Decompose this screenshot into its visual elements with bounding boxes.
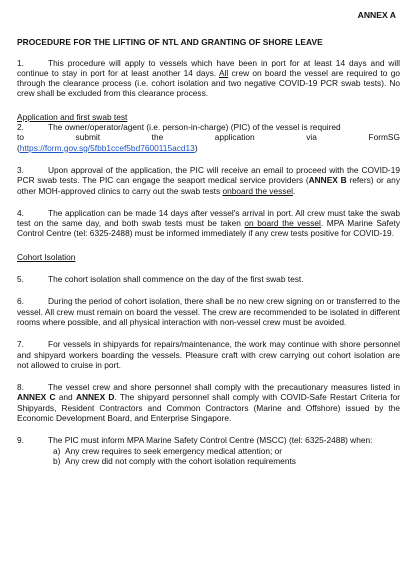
paragraph-number: 4. (17, 207, 24, 218)
annex-d-ref: ANNEX D (75, 392, 115, 403)
paragraph-7: 7. For vessels in shipyards for repairs/maintenance, the work may continue with shore personnel and shipyard workers boarding the vessels. Pleasure craft with crew carrying out cohort isolation are not allowed to cruise in port. (17, 339, 400, 370)
paragraph-number: 6. (17, 296, 24, 307)
paragraph-9: 9. The PIC must inform MPA Marine Safety Control Centre (MSCC) (tel: 6325-2488) when: (17, 435, 373, 446)
section-heading-application: Application and first swab test (17, 111, 128, 122)
paragraph-4: 4. The application can be made 14 days after vessel's arrival in port. All crew must take the swab test on the same day, and both swab tests must be taken on board the vessel. MPA Marine Safety Control Centre (tel: 6325-2488) must be informed immediately if any crew tests positive for COVID-19. (17, 207, 401, 239)
underlined-all: All (218, 67, 229, 78)
paragraph-1: 1. This procedure will apply to vessels which have been in port for at least 14 days and will continue to stay in port for at least another 14 days. All crew on board the vessel are required to go through the clearance process (i.e. cohort isolation and two negative COVID-19 PCR swab tests). No crew shall be excluded from this clearance process. (17, 57, 400, 99)
paragraph-6: 6. During the period of cohort isolation, there shall be no new crew signing on or transferred to the vessel. All crew must remain on board the vessel. The crew are recommended to be isolated in different rooms where possible, and all physical interaction with non-vessel crew must be avoided. (17, 296, 400, 327)
annex-b-ref: ANNEX B (308, 175, 347, 186)
list-item-label: a) (53, 445, 61, 456)
paragraph-number: 5. (17, 274, 24, 285)
paragraph-number: 2. (17, 122, 24, 133)
annex-c-ref: ANNEX C (17, 392, 56, 403)
paragraph-number: 3. (17, 164, 24, 175)
underlined-onboard: onboard the vessel (222, 185, 293, 196)
paragraph-number: 1. (17, 57, 24, 68)
section-heading-cohort: Cohort Isolation (17, 251, 76, 262)
list-item (53, 446, 400, 456)
formsg-link-line: (https://form.gov.sg/5fbb1ccef5bd7600115acd13) (17, 142, 198, 153)
paragraph-number: 7. (17, 339, 24, 350)
paragraph-2: 2. The owner/operator/agent (i.e. person-in-charge) (PIC) of the vessel is required (17, 122, 341, 133)
paragraph-5: 5. The cohort isolation shall commence on the day of the first swab test. (17, 274, 304, 285)
list-item-text: Any crew did not comply with the cohort isolation requirements (65, 455, 296, 466)
underlined-on-board: on board the vessel (244, 218, 321, 229)
document-title: PROCEDURE FOR THE LIFTING OF NTL AND GRANTING OF SHORE LEAVE (17, 37, 323, 48)
list-item-text: Any crew requires to seek emergency medical attention; or (65, 445, 283, 456)
annex-label: ANNEX A (357, 10, 396, 20)
paragraph-2-justified-line: to submit the application via FormSG (17, 132, 400, 143)
paragraph-number: 9. (17, 435, 24, 446)
paragraph-8: 8. The vessel crew and shore personnel shall comply with the precautionary measures listed in ANNEX C and ANNEX D. The shipyard personnel shall comply with COVID-Safe Restart Criteria for Shipyards, Resident Contractors and Common Contractors (Marine and Offshore) issued by the Economic Development Board, and Enterprise Singapore. (17, 382, 401, 424)
paragraph-3: 3. Upon approval of the application, the PIC will receive an email to proceed with the COVID-19 PCR swab tests. The PIC can engage the seaport medical service providers (ANNEX B refers) or any other MOH-approved clinics to carry out the swab tests onboard the vessel. (17, 164, 400, 196)
list-item (53, 456, 400, 466)
paragraph-number: 8. (17, 382, 24, 393)
list-item-label: b) (53, 455, 61, 466)
formsg-link[interactable]: https://form.gov.sg/5fbb1ccef5bd7600115acd13 (19, 142, 195, 153)
